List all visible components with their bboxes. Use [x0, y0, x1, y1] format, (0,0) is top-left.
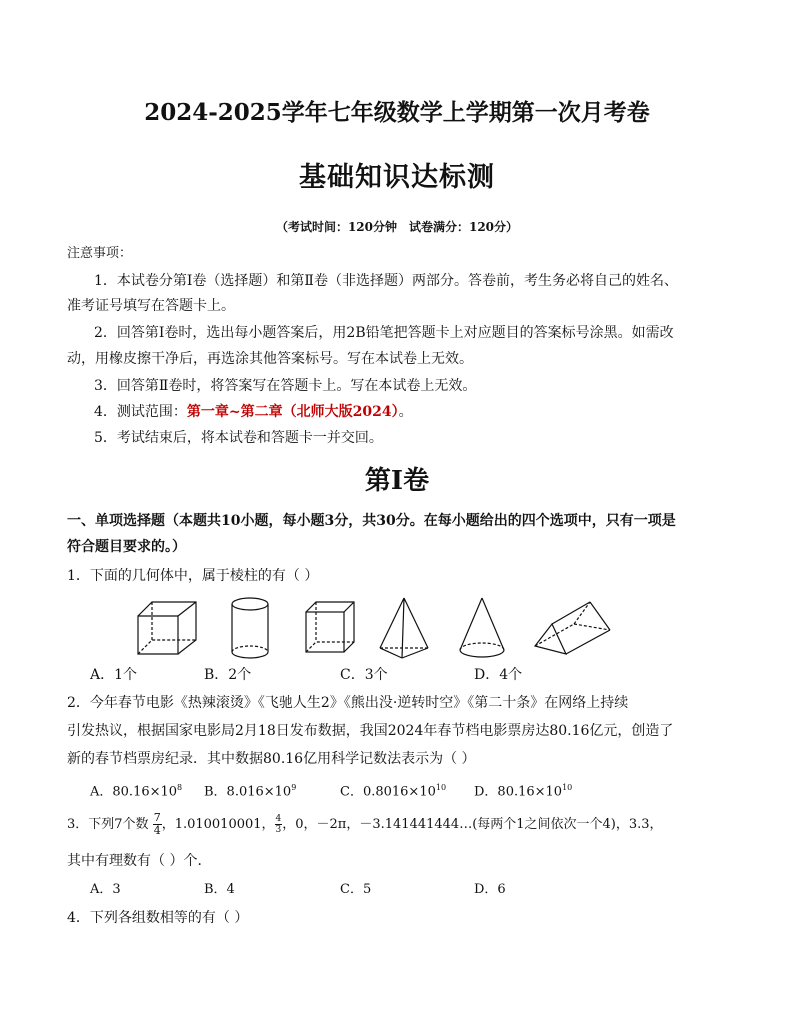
q3-rest: ，0，－2π，－3.141441444…(每两个1之间依次一个4)，3.3， [282, 817, 663, 832]
q2-option-b-exp: 9 [291, 783, 297, 792]
q1-stem: 1．下面的几何体中，属于棱柱的有（ ） [67, 568, 319, 584]
test-range: 第一章~第二章（北师大版2024） [186, 404, 399, 420]
q3-frac2-num: 4 [275, 814, 282, 824]
section-title: 第Ⅰ卷 [364, 466, 430, 496]
q3-line-2: 其中有理数有（ ）个． [67, 853, 212, 869]
q3-prefix: 3．下列7个数 [67, 817, 149, 832]
q3-fraction-7-4 [153, 812, 162, 837]
q2-line-1: 2．今年春节电影《热辣滚烫》《飞驰人生2》《熊出没·逆转时空》《第二十条》在网络上持续 [67, 695, 629, 711]
triangular-pyramid-icon [380, 598, 428, 658]
q3-frac1-den: 4 [153, 824, 161, 837]
notice-item-1-line-2: 准考证号填写在答题卡上。 [67, 298, 235, 314]
q2-option-b[interactable] [204, 781, 296, 799]
notice-item-4-prefix: 4．测试范围： [94, 404, 187, 420]
q4-stem: 4．下列各组数相等的有（ ） [67, 910, 249, 926]
notice-heading: 注意事项： [67, 246, 133, 261]
notice-item-2-line-2: 动，用橡皮擦干净后，再选涂其他答案标号。写在本试卷上无效。 [67, 351, 473, 367]
q2-option-a-exp: 8 [177, 783, 183, 792]
q1-option-b[interactable]: B．2个 [204, 667, 252, 683]
q2-option-a-base: A．80.16×10 [90, 784, 178, 800]
exam-title: 2024-2025学年七年级数学上学期第一次月考卷 [144, 99, 650, 126]
q2-option-d[interactable] [474, 781, 572, 799]
notice-item-3: 3．回答第Ⅱ卷时，将答案写在答题卡上。写在本试卷上无效。 [94, 378, 477, 394]
q3-frac1-num: 7 [153, 811, 161, 824]
notice-item-4-suffix: 。 [398, 404, 413, 420]
q1-option-c[interactable]: C．3个 [340, 667, 388, 683]
q3-option-c[interactable]: C．5 [340, 882, 372, 897]
q3-line-1 [67, 810, 663, 840]
q2-line-2: 引发热议，根据国家电影局2月18日发布数据，我国2024年春节档电影票房达80.16亿元，创造了 [67, 723, 674, 739]
q2-option-b-base: B．8.016×10 [204, 784, 292, 800]
q1-option-a[interactable]: A．1个 [90, 667, 138, 683]
cube-icon [306, 602, 354, 652]
q2-option-c-exp: 10 [435, 783, 447, 792]
cylinder-icon [232, 598, 268, 658]
section-instruction-line-1: 一、单项选择题（本题共10小题，每小题3分，共30分。在每小题给出的四个选项中，只有一项是 [67, 513, 676, 529]
q3-option-a[interactable]: A．3 [90, 882, 121, 897]
q1-shapes-figure [130, 596, 620, 662]
q3-mid: ，1.010010001， [161, 817, 275, 832]
q2-option-d-exp: 10 [562, 783, 573, 792]
rectangular-prism-icon [138, 602, 196, 654]
q2-option-a[interactable] [90, 781, 182, 799]
cone-icon [460, 598, 504, 657]
notice-item-4 [94, 405, 413, 419]
triangular-prism-icon [535, 602, 610, 654]
notice-item-5: 5．考试结束后，将本试卷和答题卡一并交回。 [94, 430, 383, 446]
q3-option-d[interactable]: D．6 [474, 882, 506, 897]
q2-option-c-base: C．0.8016×10 [340, 784, 436, 800]
exam-info: （考试时间：120分钟 试卷满分：120分） [275, 220, 519, 234]
q2-option-d-base: D．80.16×10 [474, 784, 563, 800]
exam-subtitle: 基础知识达标测 [299, 162, 495, 193]
notice-item-2-line-1: 2．回答第Ⅰ卷时，选出每小题答案后，用2B铅笔把答题卡上对应题目的答案标号涂黑。如需改 [94, 325, 674, 341]
q3-option-b[interactable]: B．4 [204, 882, 235, 897]
q2-line-3: 新的春节档票房纪录．其中数据80.16亿用科学记数法表示为（ ） [67, 751, 476, 767]
notice-item-1-line-1: 1．本试卷分第Ⅰ卷（选择题）和第Ⅱ卷（非选择题）两部分。答卷前，考生务必将自己的姓名、 [94, 273, 678, 289]
section-instruction-line-2: 符合题目要求的。） [67, 539, 186, 555]
q3-frac2-den: 3 [275, 825, 282, 835]
q2-option-c[interactable] [340, 781, 446, 799]
q1-option-d[interactable]: D．4个 [474, 667, 523, 683]
